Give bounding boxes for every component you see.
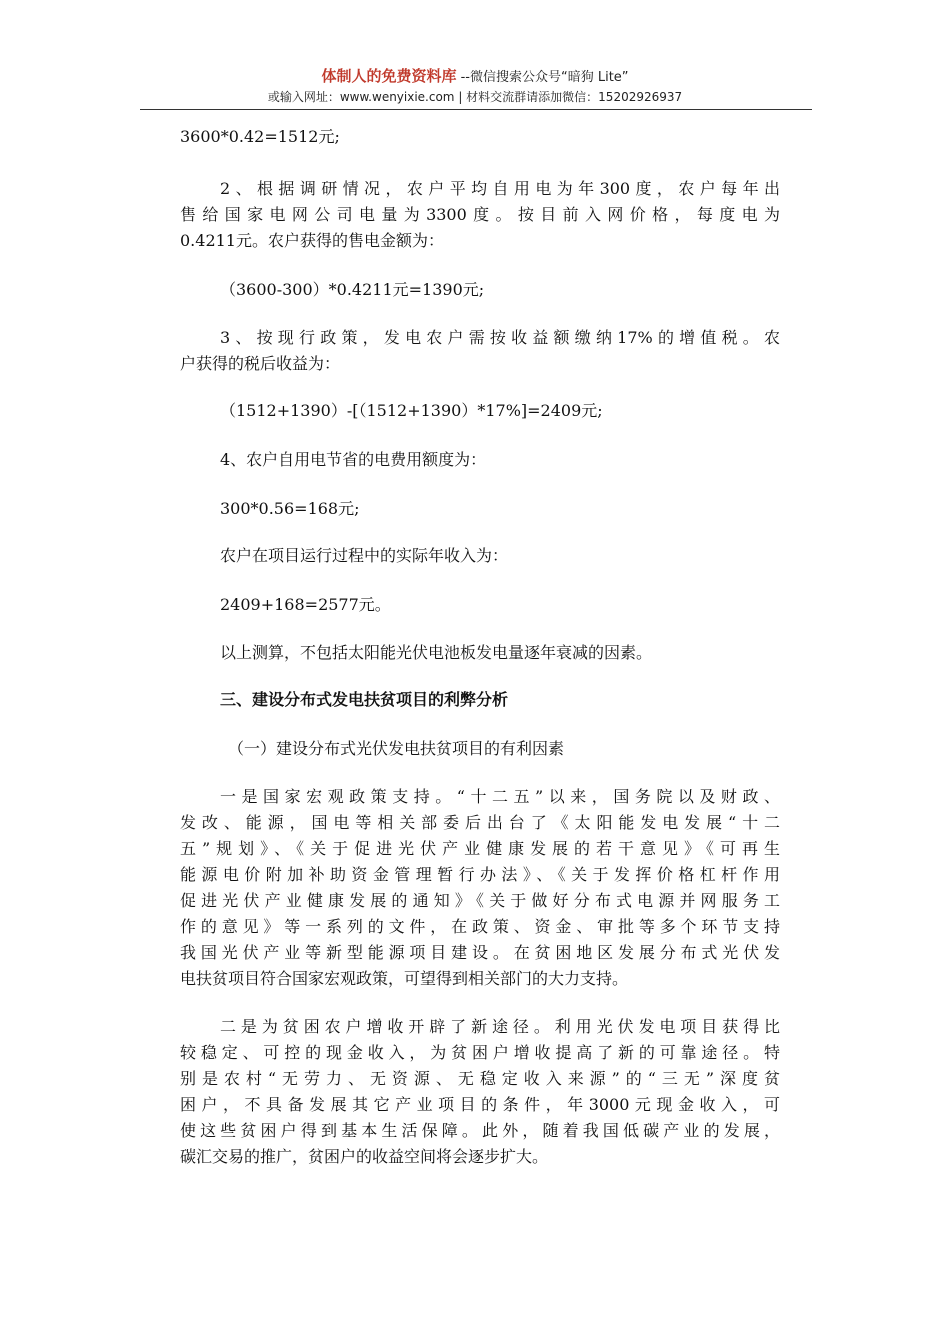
- paragraph-line: 发改、能源，国电等相关部委后出台了《太阳能发电发展“十二: [180, 813, 780, 832]
- paragraph-line: 户获得的税后收益为：: [180, 354, 341, 373]
- paragraph-line: 0.4211元。农户获得的售电金额为：: [180, 231, 444, 250]
- paragraph-line: 二是为贫困农户增收开辟了新途径。利用光伏发电项目获得比: [220, 1017, 780, 1036]
- paragraph-line: 别是农村“无劳力、无资源、无稳定收入来源”的“三无”深度贫: [180, 1069, 780, 1088]
- paragraph-line: 五”规划》、《关于促进光伏产业健康发展的若干意见》《可再生: [180, 839, 780, 858]
- subsection-heading: （一）建设分布式光伏发电扶贫项目的有利因素: [228, 739, 565, 758]
- section-heading: 三、建设分布式发电扶贫项目的利弊分析: [220, 690, 509, 709]
- paragraph-line: 能源电价附加补助资金管理暂行办法》、《关于发挥价格杠杆作用: [180, 865, 780, 884]
- paragraph-line: 售给国家电网公司电量为3300度。按目前入网价格，每度电为: [180, 205, 780, 224]
- calc-line: 300*0.56=168元;: [220, 499, 360, 518]
- calc-line: （1512+1390）-[（1512+1390）*17%]=2409元;: [220, 401, 603, 420]
- page-header: [0, 66, 950, 106]
- header-brand: 体制人的免费资料库: [321, 67, 457, 85]
- header-divider: [140, 109, 812, 110]
- header-line-2: 或输入网址：www.wenyixie.com | 材料交流群请添加微信：15202926937: [267, 90, 683, 104]
- calc-line: 2409+168=2577元。: [220, 595, 391, 614]
- paragraph-line: 2、根据调研情况，农户平均自用电为年300度，农户每年出: [220, 179, 780, 198]
- header-line-1: [0, 66, 950, 88]
- paragraph-line: 农户在项目运行过程中的实际年收入为：: [220, 546, 509, 565]
- paragraph-line: 我国光伏产业等新型能源项目建设。在贫困地区发展分布式光伏发: [180, 943, 780, 962]
- paragraph-line: 作的意见》等一系列的文件，在政策、资金、审批等多个环节支持: [180, 917, 780, 936]
- paragraph-line: 3、按现行政策，发电农户需按收益额缴纳17%的增值税。农: [220, 328, 780, 347]
- paragraph-line: 碳汇交易的推广，贫困户的收益空间将会逐步扩大。: [180, 1147, 549, 1166]
- paragraph-line: 以上测算，不包括太阳能光伏电池板发电量逐年衰减的因素。: [220, 643, 653, 662]
- header-tagline: --微信搜索公众号“暗狗 Lite”: [456, 70, 629, 85]
- paragraph-line: 较稳定、可控的现金收入，为贫困户增收提高了新的可靠途径。特: [180, 1043, 780, 1062]
- paragraph-line: 困户，不具备发展其它产业项目的条件，年3000元现金收入，可: [180, 1095, 780, 1114]
- paragraph-line: 促进光伏产业健康发展的通知》《关于做好分布式电源并网服务工: [180, 891, 780, 910]
- paragraph-line: 一是国家宏观政策支持。“十二五”以来，国务院以及财政、: [220, 787, 780, 806]
- calc-line: 3600*0.42=1512元;: [180, 127, 340, 146]
- paragraph-line: 使这些贫困户得到基本生活保障。此外，随着我国低碳产业的发展，: [180, 1121, 780, 1140]
- paragraph-line: 4、农户自用电节省的电费用额度为：: [220, 450, 487, 469]
- calc-line: （3600-300）*0.4211元=1390元;: [220, 280, 485, 299]
- paragraph-line: 电扶贫项目符合国家宏观政策，可望得到相关部门的大力支持。: [180, 969, 629, 988]
